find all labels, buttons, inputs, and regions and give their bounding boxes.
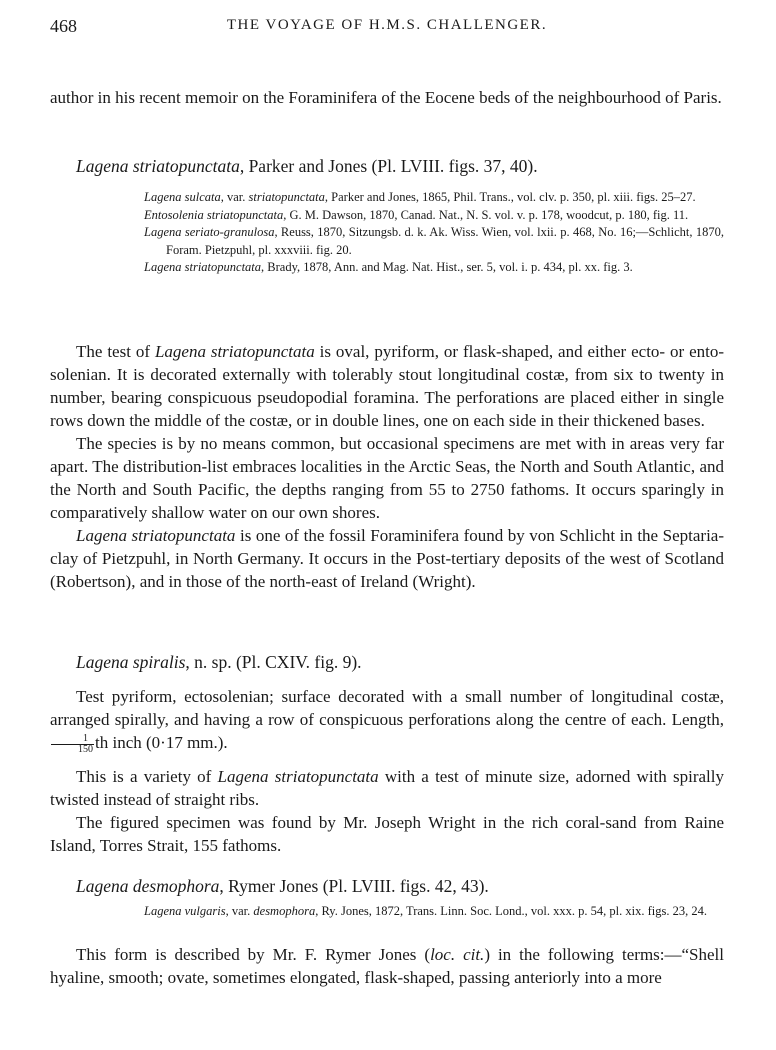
species-heading-spiralis (50, 651, 724, 674)
body-paragraph: The species is by no means common, but occasional specimens are met with in areas very far apart. The distribution-list embraces localities in the Arctic Seas, the North and South Atlantic, and the North and South Pacific, the depths ranging from 55 to 2750 fathoms. It occurs sparingly in comparatively shallow water on our own shores. (50, 434, 724, 522)
synonym-reference: Lagena vulgaris, var. desmophora, Ry. Jones, 1872, Trans. Linn. Soc. Lond., vol. xxx. p. 54, pl. xix. figs. 23, 24. (144, 904, 707, 918)
species-name: Lagena spiralis (76, 652, 186, 672)
species-heading-striatopunctata (50, 155, 724, 178)
page-header (50, 14, 724, 38)
body-paragraph: Test pyriform, ectosolenian; surface decorated with a small number of longitudinal costæ, arranged spirally, and having a row of conspicuous perforations along the centre of each. Length, $\frac{1}{150}$ th inch (0·17 mm.). (50, 687, 724, 755)
species-name: Lagena desmophora (76, 876, 220, 896)
species-plate-ref: , n. sp. (Pl. CXIV. fig. 9). (185, 652, 362, 672)
description-desmophora (50, 943, 724, 989)
continuation-paragraph (50, 86, 724, 109)
synonym-reference: Lagena striatopunctata, Brady, 1878, Ann. and Mag. Nat. Hist., ser. 5, vol. i. p. 434, pl. xx. fig. 3. (144, 260, 633, 274)
body-paragraph: This is a variety of Lagena striatopunctata with a test of minute size, adorned with spirally twisted instead of straight ribs. (50, 767, 724, 809)
description-spiralis (50, 685, 724, 755)
species-plate-ref: , Parker and Jones (Pl. LVIII. figs. 37, 40). (239, 156, 538, 176)
body-paragraph: This form is described by Mr. F. Rymer Jones (loc. cit.) in the following terms:—“Shell hyaline, smooth; ovate, sometimes elongated, flask-shaped, passing anteriorly into a more (50, 945, 724, 987)
continuation-text: author in his recent memoir on the Foraminifera of the Eocene beds of the neighbourhood of Paris. (50, 88, 722, 107)
synonym-reference: Lagena seriato-granulosa, Reuss, 1870, Sitzungsb. d. k. Ak. Wiss. Wien, vol. lxii. p. 468, No. 16;—Schlicht, 1870, Foram. Pietzpuhl, pl. xxxviii. fig. 20. (144, 225, 724, 257)
synonymy-desmophora (50, 903, 724, 921)
page-number: 468 (50, 16, 77, 36)
running-title: THE VOYAGE OF H.M.S. CHALLENGER. (226, 17, 548, 33)
synonym-reference: Lagena sulcata, var. striatopunctata, Parker and Jones, 1865, Phil. Trans., vol. clv. p. 350, pl. xiii. figs. 25–27. (144, 190, 696, 204)
species-heading-desmophora (50, 875, 724, 898)
body-paragraph: The figured specimen was found by Mr. Joseph Wright in the rich coral-sand from Raine Island, Torres Strait, 155 fathoms. (50, 813, 724, 855)
body-paragraph: The test of Lagena striatopunctata is oval, pyriform, or flask-shaped, and either ecto- or ento-solenian. It is decorated externally with tolerably stout longitudinal costæ, from six to twenty in number, bearing conspicuous pseudopodial foramina. The perforations are placed either in single rows down the middle of the costæ, or in double lines, one on each side in their thickened bases. (50, 342, 725, 430)
species-plate-ref: , Rymer Jones (Pl. LVIII. figs. 42, 43). (219, 876, 489, 896)
synonymy-striatopunctata (50, 189, 724, 277)
synonym-reference: Entosolenia striatopunctata, G. M. Dawson, 1870, Canad. Nat., N. S. vol. v. p. 178, woodcut, p. 180, fig. 11. (144, 207, 689, 222)
description-striatopunctata (50, 340, 724, 593)
body-paragraph: Lagena striatopunctata is one of the fossil Foraminifera found by von Schlicht in the Septaria-clay of Pietzpuhl, in North Germany. It occurs in the Post-tertiary deposits of the west of Scotland (Robertson), and in those of the north-east of Ireland (Wright). (50, 526, 724, 591)
notes-spiralis (50, 765, 724, 857)
fraction: $\frac{1}{150}$ (51, 734, 94, 755)
species-name: Lagena striatopunctata (76, 156, 240, 176)
